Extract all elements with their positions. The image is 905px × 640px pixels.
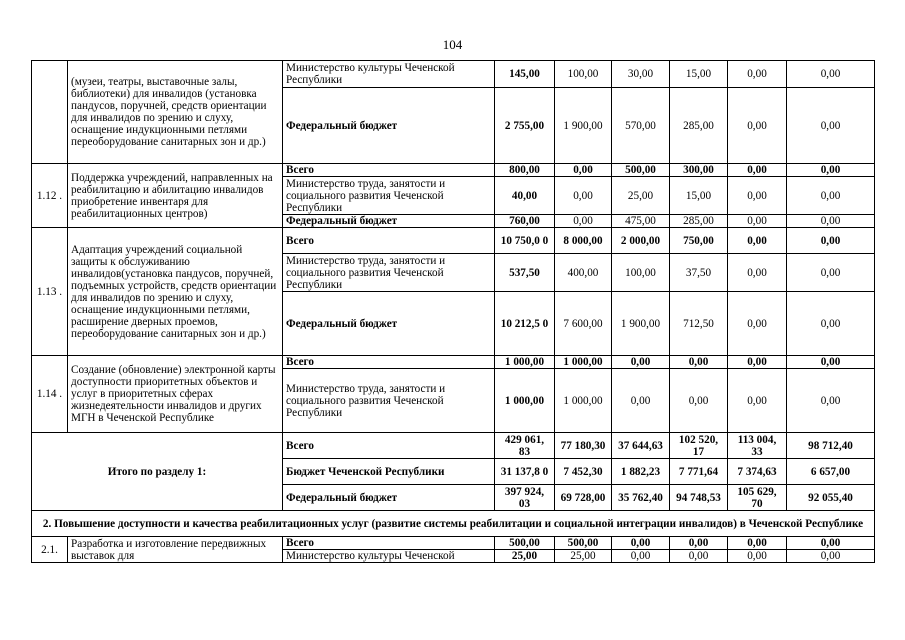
row-number: 1.14 .: [32, 356, 68, 433]
funding-source: Всего: [283, 433, 495, 459]
funding-source: Всего: [283, 164, 495, 177]
amount-2022: 500,00: [612, 164, 670, 177]
amount-2024: 0,00: [728, 254, 787, 292]
amount-2024: 0,00: [728, 292, 787, 356]
row-number: [32, 61, 68, 164]
amount-total: 1 000,00: [495, 369, 555, 433]
amount-2025: 0,00: [787, 88, 875, 164]
table-row: [32, 537, 875, 550]
funding-source: Федеральный бюджет: [283, 485, 495, 511]
amount-2025: 92 055,40: [787, 485, 875, 511]
amount-2022: 0,00: [612, 537, 670, 550]
amount-2023: 15,00: [670, 177, 728, 215]
amount-2023: 102 520, 17: [670, 433, 728, 459]
amount-2024: 7 374,63: [728, 459, 787, 485]
amount-2024: 0,00: [728, 61, 787, 88]
amount-2022: 0,00: [612, 550, 670, 563]
funding-source: Министерство труда, занятости и социального развития Чеченской Республики: [283, 254, 495, 292]
amount-2021: 1 900,00: [555, 88, 612, 164]
amount-total: 500,00: [495, 537, 555, 550]
activity-description: Поддержка учреждений, направленных на реабилитацию и абилитацию инвалидов приобретение инвентаря для реабилитационных центров): [68, 164, 283, 228]
table-row: [32, 61, 875, 88]
amount-2022: 37 644,63: [612, 433, 670, 459]
amount-2023: 300,00: [670, 164, 728, 177]
amount-2023: 0,00: [670, 537, 728, 550]
funding-source: Министерство культуры Чеченской: [283, 550, 495, 563]
amount-2021: 77 180,30: [555, 433, 612, 459]
amount-2024: 0,00: [728, 177, 787, 215]
amount-2022: 0,00: [612, 369, 670, 433]
table-row: [32, 164, 875, 177]
row-number: 1.12 .: [32, 164, 68, 228]
funding-source: Всего: [283, 537, 495, 550]
row-number: 2.1.: [32, 537, 68, 563]
amount-2025: 0,00: [787, 356, 875, 369]
amount-2025: 0,00: [787, 550, 875, 563]
amount-2021: 8 000,00: [555, 228, 612, 254]
page-number: 104: [442, 37, 463, 52]
amount-2024: 0,00: [728, 537, 787, 550]
funding-source: Федеральный бюджет: [283, 88, 495, 164]
amount-2022: 1 900,00: [612, 292, 670, 356]
amount-2025: 6 657,00: [787, 459, 875, 485]
amount-2021: 1 000,00: [555, 369, 612, 433]
amount-2022: 2 000,00: [612, 228, 670, 254]
amount-2025: 0,00: [787, 228, 875, 254]
table-row: [32, 356, 875, 369]
amount-total: 760,00: [495, 215, 555, 228]
amount-2024: 0,00: [728, 88, 787, 164]
amount-2024: 0,00: [728, 356, 787, 369]
amount-2021: 7 452,30: [555, 459, 612, 485]
amount-2025: 0,00: [787, 292, 875, 356]
funding-source: Всего: [283, 356, 495, 369]
amount-total: 2 755,00: [495, 88, 555, 164]
amount-2023: 285,00: [670, 88, 728, 164]
amount-2023: 285,00: [670, 215, 728, 228]
amount-2023: 0,00: [670, 356, 728, 369]
section-heading: 2. Повышение доступности и качества реабилитационных услуг (развитие системы реабилитации и социальной интеграции инвалидов) в Чеченской Республике: [32, 511, 875, 537]
funding-source: Министерство труда, занятости и социального развития Чеченской Республики: [283, 177, 495, 215]
amount-2022: 25,00: [612, 177, 670, 215]
amount-2021: 500,00: [555, 537, 612, 550]
funding-source: Всего: [283, 228, 495, 254]
table-row: [32, 433, 875, 459]
amount-2021: 7 600,00: [555, 292, 612, 356]
table-row: [32, 511, 875, 537]
amount-2022: 475,00: [612, 215, 670, 228]
amount-2023: 712,50: [670, 292, 728, 356]
amount-2022: 570,00: [612, 88, 670, 164]
amount-2021: 0,00: [555, 164, 612, 177]
amount-2025: 0,00: [787, 164, 875, 177]
budget-table: [31, 60, 875, 563]
amount-2024: 0,00: [728, 228, 787, 254]
amount-2023: 7 771,64: [670, 459, 728, 485]
amount-2024: 105 629, 70: [728, 485, 787, 511]
amount-total: 800,00: [495, 164, 555, 177]
amount-2023: 37,50: [670, 254, 728, 292]
amount-2023: 0,00: [670, 369, 728, 433]
amount-2021: 400,00: [555, 254, 612, 292]
table-row: [32, 228, 875, 254]
activity-description: Разработка и изготовление передвижных выставок для: [68, 537, 283, 563]
funding-source: Федеральный бюджет: [283, 292, 495, 356]
amount-2024: 113 004, 33: [728, 433, 787, 459]
section-total-label: Итого по разделу 1:: [32, 433, 283, 511]
amount-2022: 35 762,40: [612, 485, 670, 511]
amount-2025: 98 712,40: [787, 433, 875, 459]
funding-source: Федеральный бюджет: [283, 215, 495, 228]
activity-description: Адаптация учреждений социальной защиты к обслуживанию инвалидов(установка пандусов, поручней, подъемных устройств, средств ориентации для инвалидов по зрению и слуху, оснащение индукционными петлями, расширение дверных проемов, переоборудование санитарных зон и др.): [68, 228, 283, 356]
amount-2023: 0,00: [670, 550, 728, 563]
amount-2022: 0,00: [612, 356, 670, 369]
amount-2022: 30,00: [612, 61, 670, 88]
amount-2021: 0,00: [555, 215, 612, 228]
amount-2024: 0,00: [728, 550, 787, 563]
activity-description: Создание (обновление) электронной карты доступности приоритетных объектов и услуг в приоритетных сферах жизнедеятельности инвалидов и других МГН в Чеченской Республике: [68, 356, 283, 433]
amount-total: 10 750,0 0: [495, 228, 555, 254]
amount-2021: 0,00: [555, 177, 612, 215]
amount-2025: 0,00: [787, 177, 875, 215]
amount-2024: 0,00: [728, 164, 787, 177]
amount-total: 25,00: [495, 550, 555, 563]
amount-2025: 0,00: [787, 537, 875, 550]
amount-total: 10 212,5 0: [495, 292, 555, 356]
funding-source: Бюджет Чеченской Республики: [283, 459, 495, 485]
amount-2025: 0,00: [787, 254, 875, 292]
amount-total: 537,50: [495, 254, 555, 292]
amount-2021: 69 728,00: [555, 485, 612, 511]
amount-2021: 1 000,00: [555, 356, 612, 369]
amount-2025: 0,00: [787, 369, 875, 433]
amount-2021: 100,00: [555, 61, 612, 88]
amount-total: 397 924, 03: [495, 485, 555, 511]
amount-total: 429 061, 83: [495, 433, 555, 459]
funding-source: Министерство труда, занятости и социального развития Чеченской Республики: [283, 369, 495, 433]
amount-2022: 1 882,23: [612, 459, 670, 485]
amount-2025: 0,00: [787, 215, 875, 228]
amount-total: 1 000,00: [495, 356, 555, 369]
amount-2023: 94 748,53: [670, 485, 728, 511]
amount-total: 40,00: [495, 177, 555, 215]
amount-2025: 0,00: [787, 61, 875, 88]
amount-2023: 750,00: [670, 228, 728, 254]
amount-2024: 0,00: [728, 369, 787, 433]
amount-2021: 25,00: [555, 550, 612, 563]
activity-description: (музеи, театры, выставочные залы, библиотеки) для инвалидов (установка пандусов, поручней, средств ориентации для инвалидов по зрению и слуху, оснащение индукционными петлями переоборудование санитарных зон и др.): [68, 61, 283, 164]
funding-source: Министерство культуры Чеченской Республики: [283, 61, 495, 88]
amount-2023: 15,00: [670, 61, 728, 88]
amount-total: 145,00: [495, 61, 555, 88]
row-number: 1.13 .: [32, 228, 68, 356]
amount-2024: 0,00: [728, 215, 787, 228]
amount-total: 31 137,8 0: [495, 459, 555, 485]
amount-2022: 100,00: [612, 254, 670, 292]
